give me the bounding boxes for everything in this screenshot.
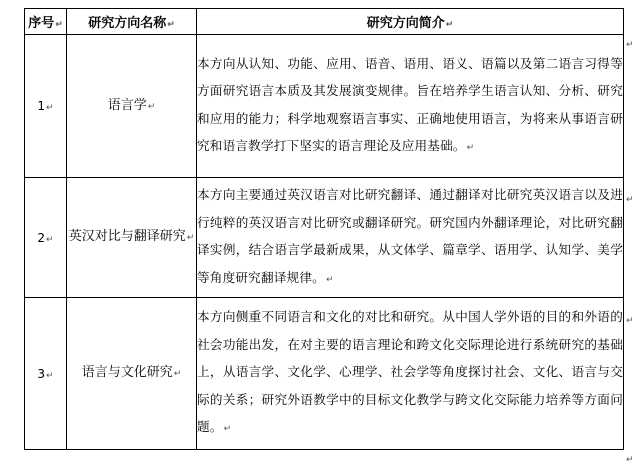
paragraph-mark-icon: ↵ [167,20,175,30]
paragraph-mark-icon: ↵ [46,370,54,381]
paragraph-mark-icon: ↵ [46,234,54,245]
direction-description: 本方向主要通过英汉语言对比研究翻译、通过翻译对比研究英汉语言以及进行纯粹的英汉语言对比研究或翻译研究。研究国内外翻译理论，对比研究翻译实例，结合语言学最新成果，从文体学、篇章学、语用学、认知学、美学等角度研究翻译规律。 [197,187,623,285]
direction-description-cell [197,178,624,298]
paragraph-mark-icon: ↵ [223,424,232,435]
end-of-row-mark-icon: ↵ [626,195,634,205]
paragraph-mark-icon: ↵ [466,143,475,153]
paragraph-mark-icon: ↵ [445,20,454,30]
direction-description-cell [197,298,624,450]
direction-name: 英汉对比与翻译研究 [68,229,186,244]
row-number-cell [25,178,67,298]
row-number: 2 [37,230,46,245]
research-directions-table [24,8,624,450]
paragraph-mark-icon: ↵ [186,233,195,243]
direction-name: 语言学 [107,97,147,113]
table-row [25,35,624,178]
header-cell-number [25,9,67,35]
table-row [25,298,624,450]
header-number-label: 序号 [28,16,55,31]
row-number: 3 [37,366,46,381]
end-of-row-mark-icon: ↵ [626,40,634,50]
direction-description-cell [197,35,624,178]
row-number-cell [25,35,67,178]
end-of-row-mark-icon: ↵ [626,316,634,326]
direction-name-cell [67,178,197,298]
header-cell-description [197,9,624,35]
paragraph-mark-icon: ↵ [325,274,334,285]
table-row [25,178,624,298]
direction-name: 语言与文化研究 [81,365,173,380]
paragraph-mark-icon: ↵ [55,20,63,30]
end-of-row-mark-icon: ↵ [626,455,634,465]
row-number: 1 [37,99,46,113]
direction-name-cell [67,298,197,450]
direction-name-cell [67,35,197,178]
header-description-label: 研究方向简介 [366,16,445,31]
paragraph-mark-icon: ↵ [173,369,182,379]
header-name-label: 研究方向名称 [88,16,167,31]
paragraph-mark-icon: ↵ [46,103,54,113]
header-cell-name [67,9,197,35]
table-header-row [25,9,624,35]
direction-description: 本方向从认知、功能、应用、语音、语用、语义、语篇以及第二语言习得等方面研究语言本质及其发展演变规律。旨在培养学生语言认知、分析、研究和应用的能力；科学地观察语言事实、正确地使用语言，为将来从事语言研究和语言教学打下坚实的语言理论及应用基础。 [197,55,623,153]
row-number-cell [25,298,67,450]
direction-description: 本方向侧重不同语言和文化的对比和研究。从中国人学外语的目的和外语的社会功能出发，在对主要的语言理论和跨文化交际理论进行系统研究的基础上，从语言学、文化学、心理学、社会学等角度探讨社会、文化、语言与交际的关系；研究外语教学中的目标文化教学与跨文化交际能力培养等方面问题。 [197,309,623,435]
paragraph-mark-icon: ↵ [147,101,156,112]
